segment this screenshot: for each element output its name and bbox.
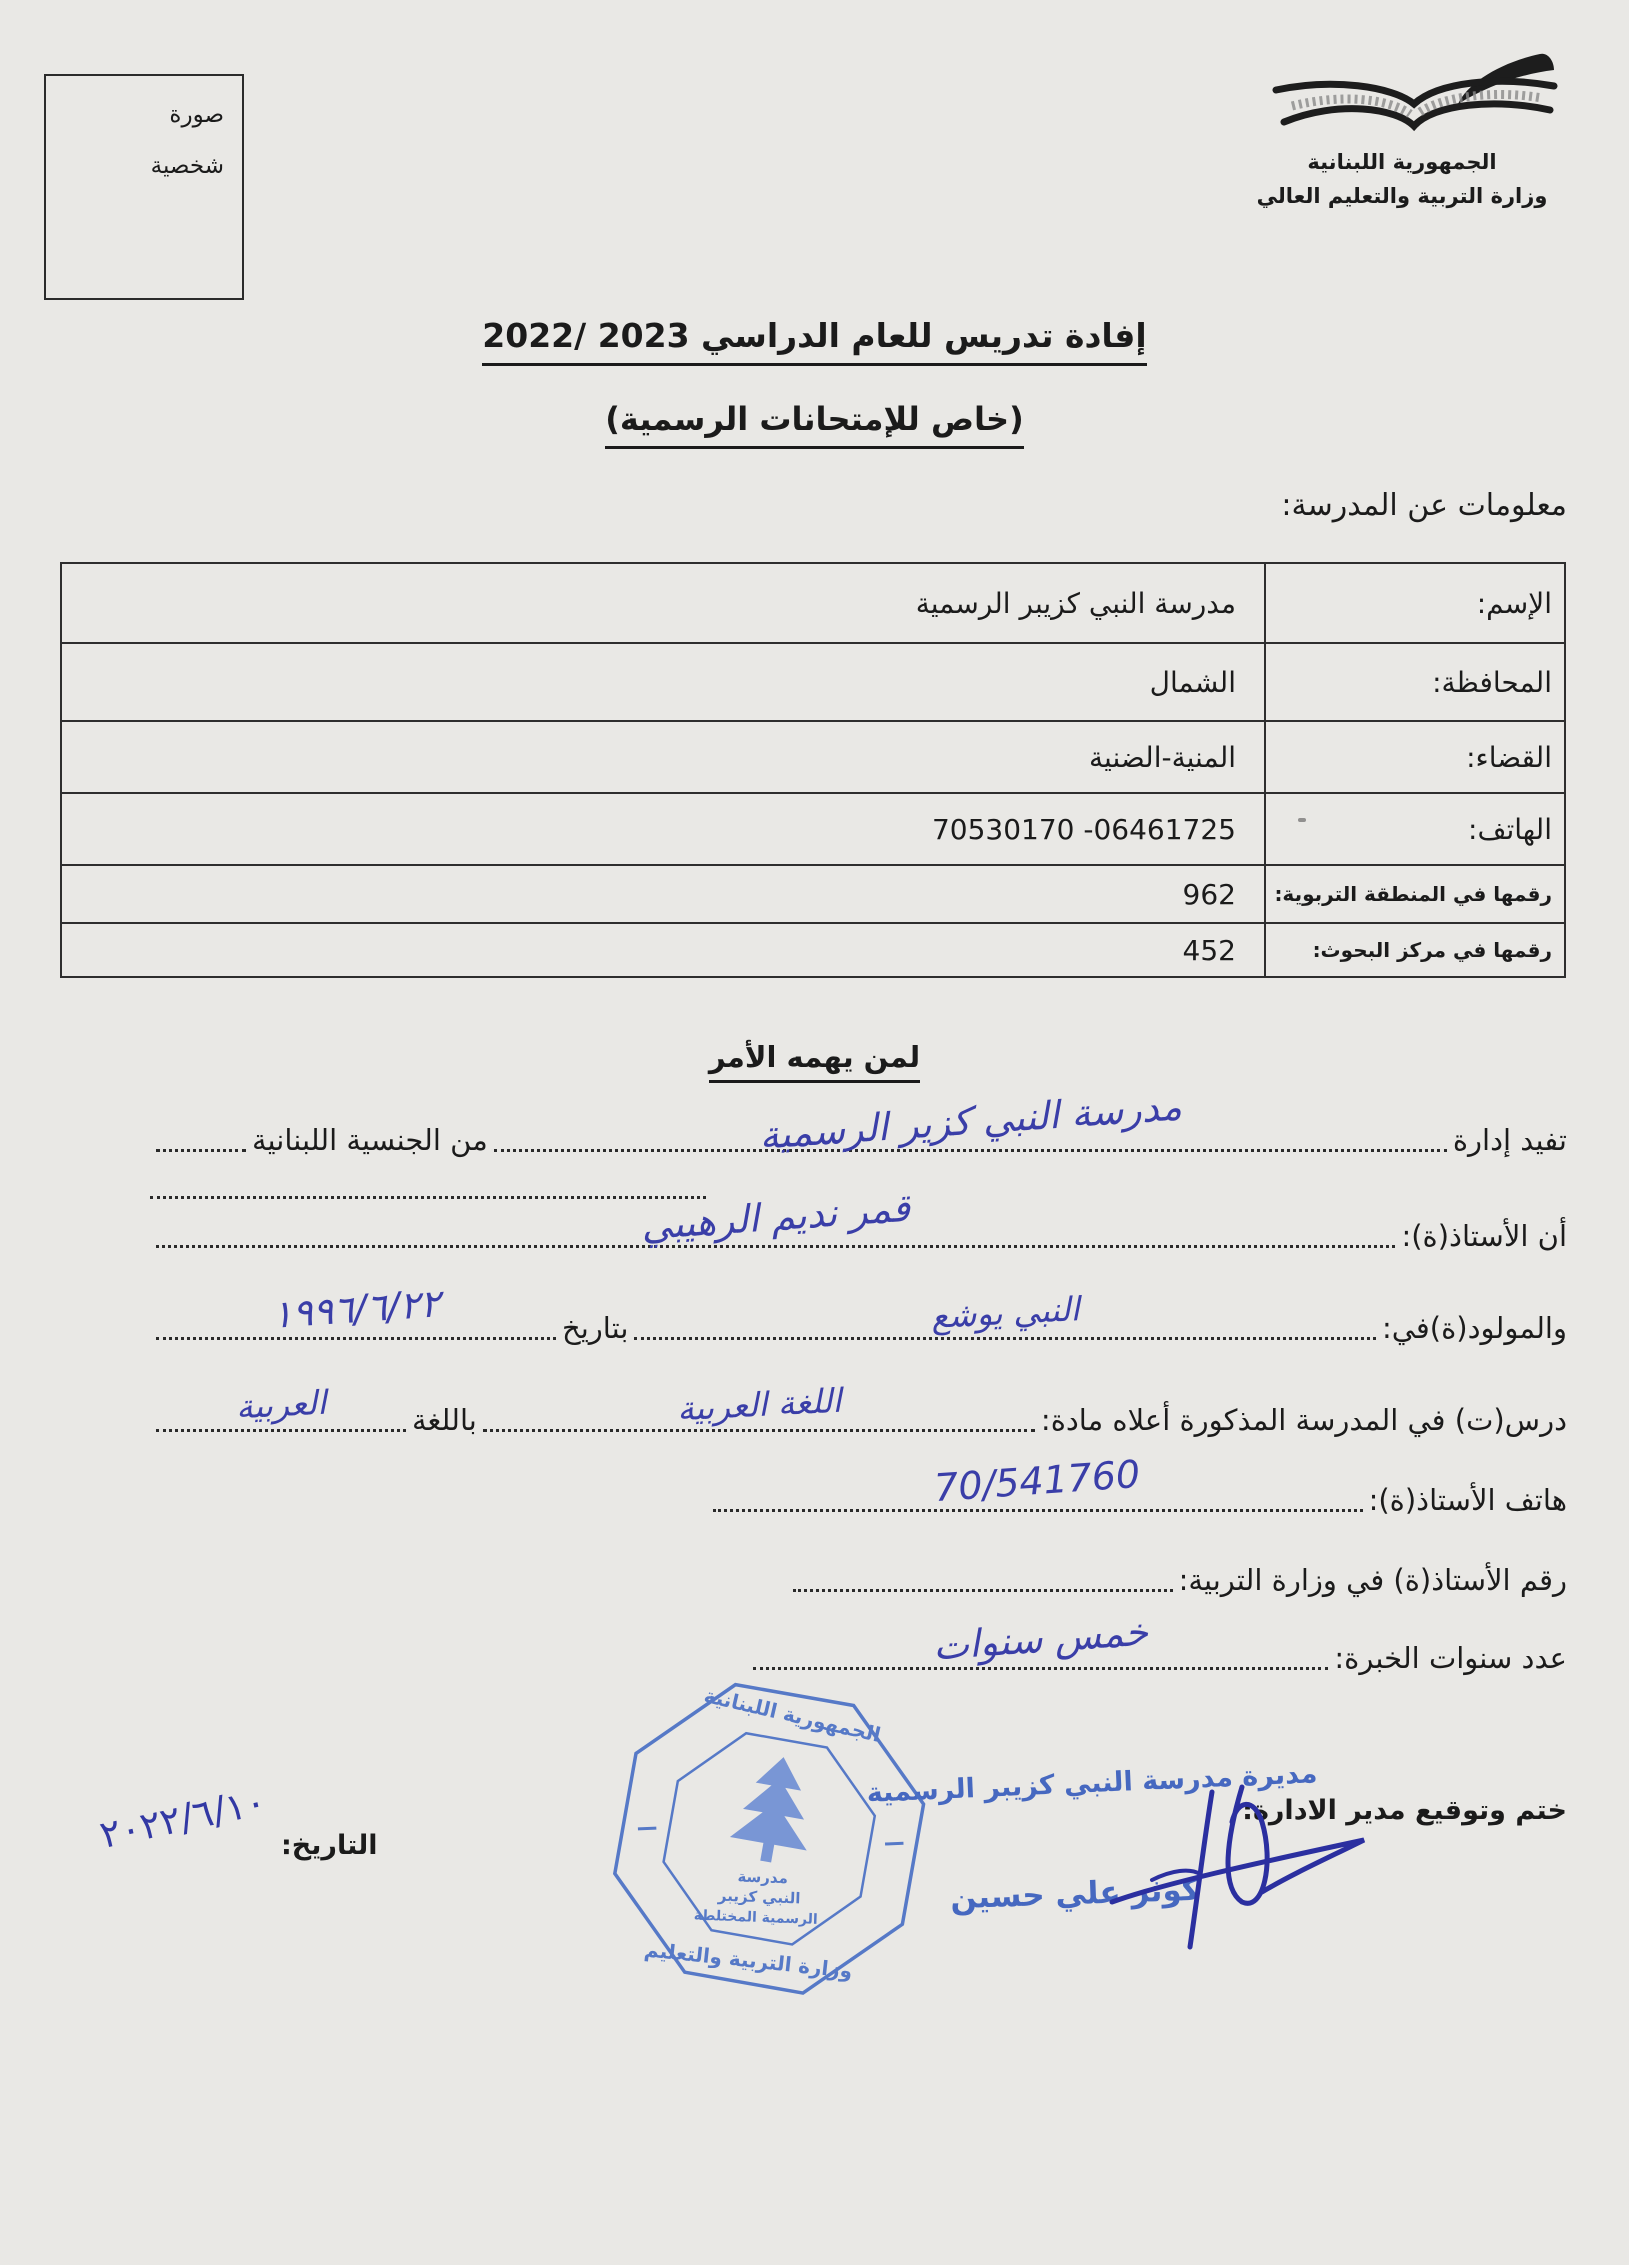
handwritten-date: ٢٠٢٢/٦/١٠ [96,1778,270,1858]
photo-placeholder-box [44,74,244,300]
table-row [62,644,1564,722]
row-label: القضاء: [1264,722,1564,792]
photo-box-line2: شخصية [150,152,224,179]
table-row [62,794,1564,866]
table-row [62,866,1564,924]
stamp-center-line3: الرسمية المختلطة [693,1907,819,1928]
stamp-top-text: الجمهورية اللبنانية [701,1683,883,1747]
certificate-line-phone: هاتف الأستاذ(ة): 70/541760 [150,1472,1567,1524]
document-title: إفادة تدريس للعام الدراسي 2023 /2022 [0,316,1629,366]
row-label: الإسم: [1264,564,1564,642]
row-label: رقمها في مركز البحوث: [1264,924,1564,976]
handwritten-phone: 70/541760 [933,1451,1142,1511]
stamp-center-line1: مدرسة [737,1867,789,1888]
official-octagon-stamp [566,1636,974,2044]
certificate-line-ministry-number: رقم الأستاذ(ة) في وزارة التربية: [150,1552,1567,1604]
republic-name: الجمهورية اللبنانية [1307,150,1497,174]
dotted-line [156,1281,556,1340]
table-row [62,722,1564,794]
table-row [62,564,1564,644]
row-label: الهاتف: [1264,794,1564,864]
row-value: 70530170 -06461725 [931,812,1236,846]
row-value: مدرسة النبي كزيبر الرسمية [915,586,1236,620]
date-label: التاريخ: [281,1830,378,1861]
table-row [62,924,1564,976]
school-info-heading: معلومات عن المدرسة: [1281,488,1567,523]
ministry-name: وزارة التربية والتعليم العالي [1256,184,1548,208]
row-value: المنية-الضنية [1088,740,1236,774]
dotted-line-wrap [150,1192,706,1199]
certificate-line-teacher: أن الأستاذ(ة): قمر نديم الرهيبي [150,1208,1567,1260]
stamp-divider-dash-left [638,1825,656,1832]
stamp-divider-dash-right [885,1840,903,1847]
director-title-stamp-text: مديرة مدرسة النبي كزيبر الرسمية [866,1758,1318,1809]
photo-box-line1: صورة [169,102,224,128]
book-bottom-edge [1284,104,1550,126]
dotted-line [156,1382,406,1432]
row-label: المحافظة: [1264,644,1564,720]
handwritten-school-name: مدرسة النبي كزير الرسمية [757,1084,1183,1158]
dotted-line [483,1380,1035,1432]
concern-heading: لمن يهمه الأمر [0,1040,1629,1083]
handwritten-teacher-name: قمر نديم الرهيبي [639,1185,912,1249]
certificate-line-birth: والمولود(ة)في: النبي يوشع بتاريخ ١٩٩٦/٦/٢٢ [150,1300,1567,1352]
handwritten-subject: اللغة العربية [675,1380,843,1429]
stamp-center-line2: النبي كزيبر [717,1886,801,1908]
director-stamp-label: ختم وتوقيع مدير الادارة: [1242,1795,1567,1826]
director-signature [1092,1752,1382,1982]
dotted-line [634,1289,1376,1340]
certificate-line-experience: عدد سنوات الخبرة: خمس سنوات [150,1630,1567,1682]
school-info-table [60,562,1566,978]
row-value: 452 [1182,933,1236,967]
row-value: 962 [1182,877,1236,911]
dotted-line [793,1552,1173,1592]
row-value: الشمال [1149,665,1236,699]
certificate-line-subject: درس(ت) في المدرسة المذكورة أعلاه مادة: اللغة العربية باللغة العربية [150,1392,1567,1444]
document-subtitle: (خاص للإمتحانات الرسمية) [0,400,1629,449]
row-label: رقمها في المنطقة التربوية: [1264,866,1564,922]
cedar-tree-icon [727,1750,822,1868]
ministry-book-logo-icon [1262,52,1568,156]
scan-mark [1298,818,1306,822]
handwritten-birthdate: ١٩٩٦/٦/٢٢ [270,1281,442,1337]
stamp-bottom-text: وزارة التربية والتعليم [643,1937,854,1983]
dotted-line [156,1112,246,1152]
handwritten-experience: خمس سنوات [931,1609,1150,1669]
certificate-line-school: تفيد إدارة مدرسة النبي كزير الرسمية من الجنسية اللبنانية [150,1112,1567,1164]
handwritten-language: العربية [234,1382,328,1427]
book-top-edge [1276,81,1554,104]
director-name-stamp-text: كوثر علي حسين [949,1871,1201,1917]
handwritten-birthplace: النبي يوشع [929,1289,1081,1336]
